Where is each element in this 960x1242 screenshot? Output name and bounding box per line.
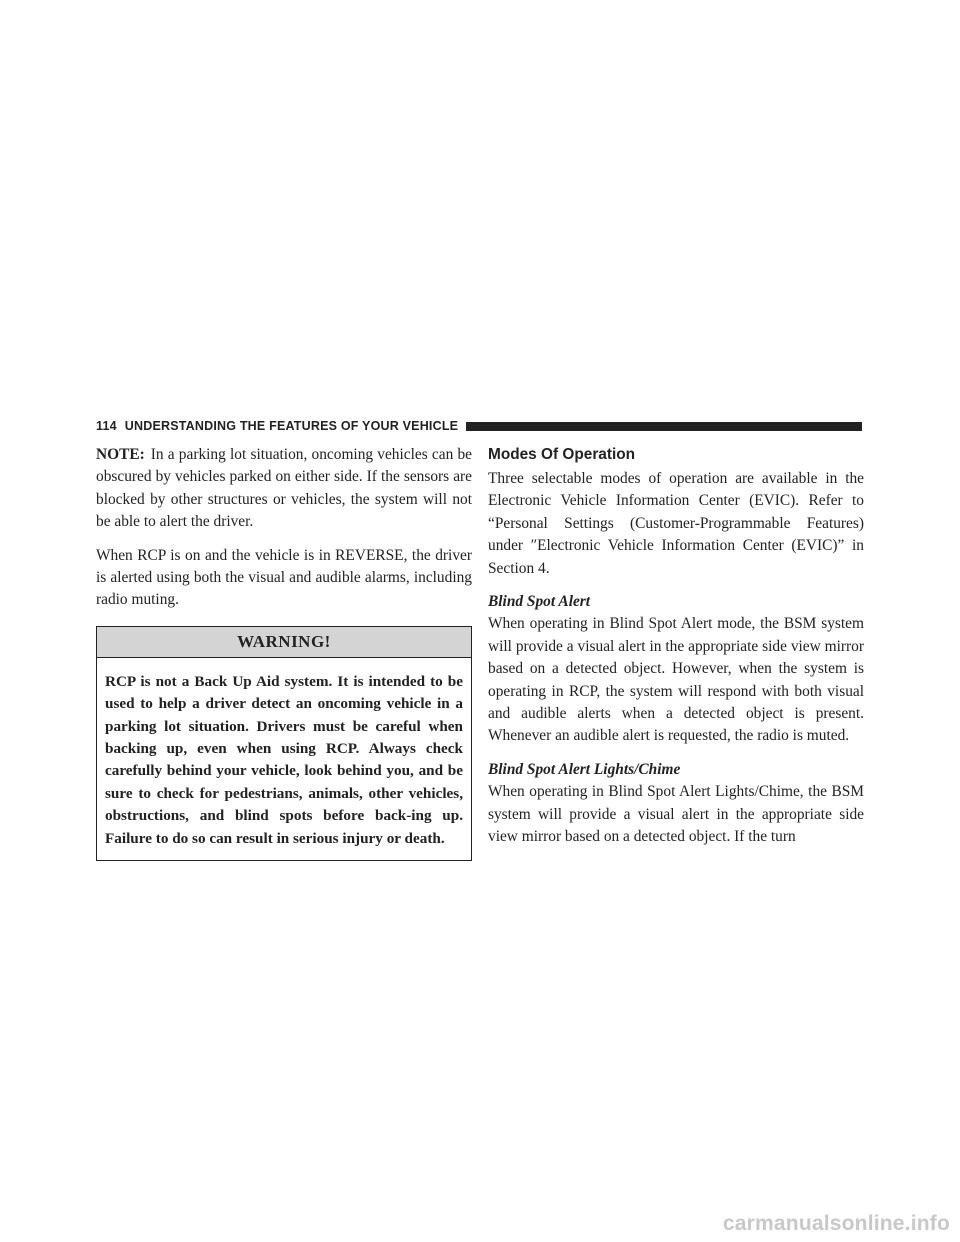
blind-spot-alert-text: When operating in Blind Spot Alert mode, the BSM system will provide a visual alert in the appropriate side view mirror based on a detected object. However, when the system is operating in RCP, the system will respond with both visual and audible alerts when a detected object is present. Whenever an audible alert is requested, the radio is muted.	[488, 615, 864, 745]
header-rule	[466, 422, 862, 431]
reverse-paragraph: When RCP is on and the vehicle is in REVERSE, the driver is alerted using both the visual and audible alarms, including radio muting.	[96, 546, 472, 609]
page-number: 114	[96, 419, 117, 433]
note-text: In a parking lot situation, oncoming vehicles can be obscured by vehicles parked on either side. If the sensors are blocked by other structures or vehicles, the system will not be able to alert the driver.	[96, 446, 472, 531]
subheading-blind-spot-alert: Blind Spot Alert	[488, 593, 591, 611]
section-heading: Modes Of Operation	[488, 446, 636, 463]
subheading-lights-chime: Blind Spot Alert Lights/Chime	[488, 760, 681, 778]
modes-intro: Three selectable modes of operation are available in the Electronic Vehicle Information Center (EVIC). Refer to “Personal Settings (Customer-Programmable Features) under ″Electronic Vehicle Information Center (EVIC)” in Section 4.	[488, 470, 864, 577]
note-paragraph	[96, 444, 472, 534]
lights-chime-text: When operating in Blind Spot Alert Lights/Chime, the BSM system will provide a visual alert in the appropriate side view mirror based on a detected object. If the turn	[488, 783, 864, 846]
page-header	[96, 416, 862, 436]
watermark: carmanualsonline.info	[722, 1212, 950, 1235]
warning-title: WARNING!	[97, 627, 471, 658]
warning-box	[96, 626, 472, 861]
section-title: UNDERSTANDING THE FEATURES OF YOUR VEHICLE	[124, 419, 459, 433]
right-column	[488, 444, 864, 860]
left-column	[96, 444, 472, 861]
warning-text: RCP is not a Back Up Aid system. It is intended to be used to help a driver detect an oncoming vehicle in a parking lot situation. Drivers must be careful when backing up, even when using RCP. Always check carefully behind your vehicle, look behind you, and be sure to check for pedestrians, animals, other vehicles, obstructions, and blind spots before back-ing up. Failure to do so can result in serious injury or death.	[105, 672, 463, 847]
note-label: NOTE:	[96, 446, 145, 463]
